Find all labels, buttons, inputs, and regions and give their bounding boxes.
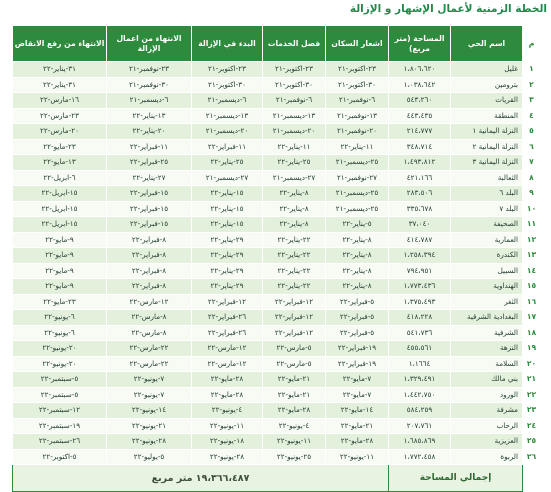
district-name: البلد ٦ — [451, 186, 523, 202]
service-cut-date: ٨-يناير-٢٢ — [263, 217, 326, 233]
service-cut-date: ٨-يناير-٢٢ — [263, 201, 326, 217]
removal-start-date: ٢٣-اكتوبر-٢١ — [192, 62, 263, 78]
notice-date: ١٣-نوفمبر-٢١ — [326, 108, 389, 124]
notice-date: ٥-فبراير-٢٢ — [326, 325, 389, 341]
district-name: الثعالبة — [451, 170, 523, 186]
district-area: ٣٣٥،٦٧٨ — [389, 201, 451, 217]
district-area: ١،٤٩٣،٨١٢ — [389, 155, 451, 171]
district-name: مشرفة — [451, 403, 523, 419]
service-cut-date: ٢١-مايو-٢٢ — [263, 387, 326, 403]
notice-date: ٢٧-نوفمبر-٢١ — [326, 170, 389, 186]
total-row — [13, 465, 541, 492]
removal-end-date: ٢٢-مارس-٢٢ — [107, 341, 192, 357]
removal-start-date: ٢٦-فبراير-٢٢ — [192, 310, 263, 326]
removal-start-date: ٢٩-يناير-٢٢ — [192, 263, 263, 279]
debris-end-date: ١٦-مارس-٢٢ — [13, 93, 107, 109]
table-row — [13, 279, 541, 295]
service-cut-date: ٤-يونيو-٢٢ — [263, 418, 326, 434]
notice-date: ٢١-مايو-٢٢ — [326, 418, 389, 434]
debris-end-date: ٢٣-مايو-٢٢ — [13, 294, 107, 310]
service-cut-date: ٨-يناير-٢٢ — [263, 186, 326, 202]
table-row — [13, 93, 541, 109]
debris-end-date: ٢٠-مارس-٢٢ — [13, 124, 107, 140]
removal-end-date: ٨-مارس-٢٢ — [107, 325, 192, 341]
removal-start-date: ١٢-مارس-٢٢ — [192, 356, 263, 372]
debris-end-date: ١٢-سبتمبر-٢٢ — [13, 403, 107, 419]
district-name: الرحاب — [451, 418, 523, 434]
removal-start-date: ١٥-يناير-٢٢ — [192, 201, 263, 217]
removal-end-date: ٨-فبراير-٢٢ — [107, 248, 192, 264]
district-area: ٥٨٤،٢٥٩ — [389, 403, 451, 419]
district-area: ١،٨٠٦،٦٢٠ — [389, 62, 451, 78]
notice-date: ١٤-مايو-٢٢ — [326, 403, 389, 419]
debris-end-date: ٥-سبتمبر-٢٢ — [13, 372, 107, 388]
row-number: ١٣ — [523, 248, 541, 264]
debris-end-date: ٢٠-يونيو-٢٢ — [13, 356, 107, 372]
table-row — [13, 263, 541, 279]
service-cut-date: ٢٢-يناير-٢٢ — [263, 279, 326, 295]
schedule-table-wrapper — [13, 25, 541, 492]
notice-date: ٦-نوفمبر-٢١ — [326, 93, 389, 109]
service-cut-date: ٢٠-ديسمبر-٢١ — [263, 124, 326, 140]
removal-end-date: ٢١-يونيو-٢٢ — [107, 418, 192, 434]
row-number: ٢٣ — [523, 403, 541, 419]
removal-start-date: ٢٠-ديسمبر-٢١ — [192, 124, 263, 140]
district-area: ٥٤٣،٢٦٠ — [389, 93, 451, 109]
removal-start-date: ١٢-مارس-٢٢ — [192, 341, 263, 357]
table-row — [13, 310, 541, 326]
row-number: ١٥ — [523, 279, 541, 295]
district-name: النزهة — [451, 341, 523, 357]
row-number: ١٧ — [523, 310, 541, 326]
header-name: اسم الحي — [451, 26, 523, 62]
notice-date: ٨-يناير-٢٢ — [326, 263, 389, 279]
debris-end-date: ٦-يونيو-٢٢ — [13, 325, 107, 341]
district-area: ١،٧٧٣،٤٣٦ — [389, 279, 451, 295]
removal-end-date: ١٢-مارس-٢٢ — [107, 294, 192, 310]
removal-end-date: ٢٨-يونيو-٢٢ — [107, 434, 192, 450]
table-row — [13, 186, 541, 202]
service-cut-date: ٢١-مايو-٢٢ — [263, 372, 326, 388]
table-row — [13, 77, 541, 93]
row-number: ٤ — [523, 108, 541, 124]
district-area: ٧٩٤،٩٥١ — [389, 263, 451, 279]
debris-end-date: ٩-مايو-٢٢ — [13, 248, 107, 264]
debris-end-date: ٦-ابريل-٢٢ — [13, 170, 107, 186]
table-row — [13, 139, 541, 155]
service-cut-date: ١٢-فبراير-٢٢ — [263, 325, 326, 341]
removal-end-date: ١٥-فبراير-٢٢ — [107, 217, 192, 233]
table-row — [13, 155, 541, 171]
debris-end-date: ٦-يونيو-٢٢ — [13, 310, 107, 326]
page-title: الخطة الزمنية لأعمال الإشهار و الإزالة — [349, 3, 547, 15]
row-number: ١١ — [523, 217, 541, 233]
district-area: ١،٣٢٩،٤٩١ — [389, 372, 451, 388]
removal-end-date: ٨-فبراير-٢٢ — [107, 279, 192, 295]
removal-start-date: ٢٩-يناير-٢٢ — [192, 248, 263, 264]
notice-date: ٧-مايو-٢٢ — [326, 387, 389, 403]
service-cut-date: ٢٣-اكتوبر-٢١ — [263, 62, 326, 78]
removal-start-date: ١٥-يناير-٢٢ — [192, 217, 263, 233]
removal-end-date: ١٥-فبراير-٢٢ — [107, 186, 192, 202]
removal-end-date: ٥-يوليو-٢٢ — [107, 449, 192, 465]
notice-date: ٨-يناير-٢٢ — [326, 232, 389, 248]
service-cut-date: ٢٢-يناير-٢٢ — [263, 232, 326, 248]
row-number: ١٤ — [523, 263, 541, 279]
removal-end-date: ٣٠-نوفمبر-٢١ — [107, 77, 192, 93]
row-number: ٢٤ — [523, 418, 541, 434]
removal-end-date: ١٣-يناير-٢٢ — [107, 108, 192, 124]
notice-date: ١١-يونيو-٢٢ — [326, 449, 389, 465]
notice-date: ٢٣-اكتوبر-٢١ — [326, 62, 389, 78]
service-cut-date: ٢٧-ديسمبر-٢١ — [263, 170, 326, 186]
row-number: ٢٠ — [523, 356, 541, 372]
header-area: المساحة (متر مربع) — [389, 26, 451, 62]
row-number: ١ — [523, 62, 541, 78]
district-name: السبيل — [451, 263, 523, 279]
district-area: ٥٤١،٧٣٦ — [389, 325, 451, 341]
table-header-row — [13, 26, 541, 62]
debris-end-date: ١٣-مايو-٢٢ — [13, 155, 107, 171]
row-number: ٧ — [523, 155, 541, 171]
row-number: ٢١ — [523, 372, 541, 388]
district-name: الربوة — [451, 449, 523, 465]
district-name: النزلة اليمانية ٣ — [451, 155, 523, 171]
removal-start-date: ٢٦-فبراير-٢٢ — [192, 325, 263, 341]
district-name: الصحيفة — [451, 217, 523, 233]
table-row — [13, 372, 541, 388]
header-notice: اشعار السكان — [326, 26, 389, 62]
removal-start-date: ٢٨-يونيو-٢٢ — [192, 449, 263, 465]
service-cut-date: ٢٢-يناير-٢٢ — [263, 263, 326, 279]
removal-start-date: ٢٩-يناير-٢٢ — [192, 232, 263, 248]
table-row — [13, 62, 541, 78]
table-row — [13, 325, 541, 341]
district-name: البغدادية الشرقية — [451, 310, 523, 326]
district-name: المنطقة — [451, 108, 523, 124]
district-area: ٢٠٧،٧٦١ — [389, 418, 451, 434]
removal-end-date: ٢٣-نوفمبر-٢١ — [107, 62, 192, 78]
notice-date: ٢٥-ديسمبر-٢١ — [326, 186, 389, 202]
table-row — [13, 356, 541, 372]
removal-start-date: ١٥-يناير-٢٢ — [192, 186, 263, 202]
removal-end-date: ٨-فبراير-٢٢ — [107, 232, 192, 248]
district-name: الكندرة — [451, 248, 523, 264]
district-name: العزيزية — [451, 434, 523, 450]
row-number: ٥ — [523, 124, 541, 140]
table-row — [13, 232, 541, 248]
removal-start-date: ١٨-يونيو-٢٢ — [192, 434, 263, 450]
notice-date: ٢٥-ديسمبر-٢١ — [326, 201, 389, 217]
row-number: ٦ — [523, 139, 541, 155]
header-start: البدء في الإزالة — [192, 26, 263, 62]
district-area: ٤١٨،٢٢٨ — [389, 310, 451, 326]
removal-start-date: ١٢-فبراير-٢٢ — [192, 294, 263, 310]
table-row — [13, 108, 541, 124]
debris-end-date: ٢٣-مارس-٢٢ — [13, 108, 107, 124]
removal-end-date: ٢٢-مارس-٢٢ — [107, 356, 192, 372]
district-area: ٤٢١،١٦٦ — [389, 170, 451, 186]
removal-start-date: ٤-يونيو-٢٢ — [192, 403, 263, 419]
removal-end-date: ٢٥-فبراير-٢٢ — [107, 155, 192, 171]
removal-end-date: ١١-فبراير-٢٢ — [107, 139, 192, 155]
district-name: الشرفية — [451, 325, 523, 341]
header-num: م — [523, 26, 541, 62]
district-area: ٣٤٨،٧١٤ — [389, 139, 451, 155]
district-area: ١،٣٧٥،٤٩٣ — [389, 294, 451, 310]
service-cut-date: ٢٢-يناير-٢٢ — [263, 248, 326, 264]
debris-end-date: ٣١-يناير-٢٢ — [13, 62, 107, 78]
debris-end-date: ٣١-يناير-٢٢ — [13, 77, 107, 93]
total-value: ١٩،٣٦٦،٤٨٧ متر مربع — [13, 465, 389, 492]
row-number: ١٨ — [523, 325, 541, 341]
district-name: بترومين — [451, 77, 523, 93]
notice-date: ٢٥-ديسمبر-٢١ — [326, 155, 389, 171]
service-cut-date: ٢٥-يونيو-٢٢ — [263, 449, 326, 465]
district-name: البلد ٧ — [451, 201, 523, 217]
table-row — [13, 248, 541, 264]
table-row — [13, 170, 541, 186]
notice-date: ٨-يناير-٢٢ — [326, 279, 389, 295]
notice-date: ٣٠-اكتوبر-٢١ — [326, 77, 389, 93]
service-cut-date: ٢٨-مايو-٢٢ — [263, 403, 326, 419]
removal-end-date: ١٥-فبراير-٢٢ — [107, 201, 192, 217]
header-cut: فصل الخدمات — [263, 26, 326, 62]
district-area: ١،١٦٦٤ — [389, 356, 451, 372]
service-cut-date: ١١-يناير-٢٢ — [263, 139, 326, 155]
district-area: ١،٦٨٥،٨٦٩ — [389, 434, 451, 450]
district-area: ١،٢٥٨،٣٩٤ — [389, 248, 451, 264]
service-cut-date: ٢٥-يناير-٢٢ — [263, 155, 326, 171]
debris-end-date: ٢٣-مايو-٢٢ — [13, 139, 107, 155]
district-area: ٤٥٥،٥٦١ — [389, 341, 451, 357]
debris-end-date: ١٩-سبتمبر-٢٢ — [13, 418, 107, 434]
removal-end-date: ٢٠-يناير-٢٢ — [107, 124, 192, 140]
row-number: ٢ — [523, 77, 541, 93]
removal-start-date: ٢٩-يناير-٢٢ — [192, 279, 263, 295]
table-row — [13, 449, 541, 465]
removal-end-date: ٨-مارس-٢٢ — [107, 310, 192, 326]
removal-end-date: ٧-يونيو-٢٢ — [107, 372, 192, 388]
debris-end-date: ٥-سبتمبر-٢٢ — [13, 387, 107, 403]
table-row — [13, 217, 541, 233]
district-name: القريات — [451, 93, 523, 109]
service-cut-date: ١٢-فبراير-٢٢ — [263, 310, 326, 326]
table-row — [13, 201, 541, 217]
service-cut-date: ٣٠-اكتوبر-٢١ — [263, 77, 326, 93]
notice-date: ٥-فبراير-٢٢ — [326, 310, 389, 326]
debris-end-date: ١٥-ابريل-٢٢ — [13, 217, 107, 233]
debris-end-date: ٩-مايو-٢٢ — [13, 263, 107, 279]
removal-start-date: ٣٠-اكتوبر-٢١ — [192, 77, 263, 93]
district-area: ٢١٤،٧٧٧ — [389, 124, 451, 140]
notice-date: ٨-يناير-٢٢ — [326, 248, 389, 264]
row-number: ١٩ — [523, 341, 541, 357]
district-area: ١،٤٤٢،٧٥٠ — [389, 387, 451, 403]
debris-end-date: ٩-مايو-٢٢ — [13, 232, 107, 248]
district-name: الورود — [451, 387, 523, 403]
notice-date: ١٩-فبراير-٢٢ — [326, 341, 389, 357]
district-area: ٣٧،٠٤٠ — [389, 217, 451, 233]
service-cut-date: ١١-يونيو-٢٢ — [263, 434, 326, 450]
table-row — [13, 341, 541, 357]
district-name: بني مالك — [451, 372, 523, 388]
removal-start-date: ٢٧-ديسمبر-٢١ — [192, 170, 263, 186]
removal-start-date: ٢٨-مايو-٢٢ — [192, 372, 263, 388]
removal-end-date: ١٤-يونيو-٢٢ — [107, 403, 192, 419]
removal-end-date: ٨-فبراير-٢٢ — [107, 263, 192, 279]
district-area: ٤٤٣،٤٣٥ — [389, 108, 451, 124]
total-label: إجمالي المساحة — [389, 465, 523, 492]
district-area: ٤١٤،٧٨٧ — [389, 232, 451, 248]
row-number: ٢٥ — [523, 434, 541, 450]
removal-end-date: ٧-يونيو-٢٢ — [107, 387, 192, 403]
debris-end-date: ٥-اكتوبر-٢٢ — [13, 449, 107, 465]
removal-start-date: ١٣-ديسمبر-٢١ — [192, 108, 263, 124]
district-area: ٢٨٣،٥٠٦ — [389, 186, 451, 202]
debris-end-date: ٢٦-سبتمبر-٢٢ — [13, 434, 107, 450]
removal-start-date: ٢٨-مايو-٢٢ — [192, 387, 263, 403]
table-row — [13, 294, 541, 310]
debris-end-date: ١٥-ابريل-٢٢ — [13, 201, 107, 217]
service-cut-date: ٥-مارس-٢٢ — [263, 341, 326, 357]
debris-end-date: ٩-مايو-٢٢ — [13, 279, 107, 295]
total-spacer — [523, 465, 541, 492]
district-name: غليل — [451, 62, 523, 78]
table-row — [13, 434, 541, 450]
row-number: ٢٢ — [523, 387, 541, 403]
table-body — [13, 62, 541, 465]
table-row — [13, 124, 541, 140]
district-name: الثغر — [451, 294, 523, 310]
schedule-table — [12, 25, 541, 492]
service-cut-date: ١٣-ديسمبر-٢١ — [263, 108, 326, 124]
notice-date: ١١-يناير-٢٢ — [326, 139, 389, 155]
district-name: الهنداوية — [451, 279, 523, 295]
removal-start-date: ٢٥-يناير-٢٢ — [192, 155, 263, 171]
row-number: ٢٦ — [523, 449, 541, 465]
notice-date: ٧-مايو-٢٢ — [326, 372, 389, 388]
notice-date: ٥-يناير-٢٢ — [326, 217, 389, 233]
service-cut-date: ١٢-فبراير-٢٢ — [263, 294, 326, 310]
district-name: النزلة اليمانية ٢ — [451, 139, 523, 155]
removal-start-date: ١١-يونيو-٢٢ — [192, 418, 263, 434]
removal-start-date: ٦-ديسمبر-٢١ — [192, 93, 263, 109]
district-area: ١،٠٣٨،٦٤٢ — [389, 77, 451, 93]
header-end-removal: الانتهاء من اعمال الإزالة — [107, 26, 192, 62]
removal-end-date: ٢٧-يناير-٢٢ — [107, 170, 192, 186]
service-cut-date: ٥-مارس-٢٢ — [263, 356, 326, 372]
row-number: ٨ — [523, 170, 541, 186]
table-row — [13, 418, 541, 434]
notice-date: ٢٨-مايو-٢٢ — [326, 434, 389, 450]
removal-end-date: ٦-ديسمبر-٢١ — [107, 93, 192, 109]
district-name: العمارية — [451, 232, 523, 248]
debris-end-date: ٢٠-يونيو-٢٢ — [13, 341, 107, 357]
district-name: النزلة اليمانية ١ — [451, 124, 523, 140]
row-number: ٩ — [523, 186, 541, 202]
row-number: ٣ — [523, 93, 541, 109]
table-row — [13, 387, 541, 403]
service-cut-date: ٦-نوفمبر-٢١ — [263, 93, 326, 109]
notice-date: ١٩-فبراير-٢٢ — [326, 356, 389, 372]
notice-date: ٢٠-نوفمبر-٢١ — [326, 124, 389, 140]
row-number: ١٦ — [523, 294, 541, 310]
debris-end-date: ١٥-ابريل-٢٢ — [13, 186, 107, 202]
notice-date: ٥-فبراير-٢٢ — [326, 294, 389, 310]
row-number: ١٠ — [523, 201, 541, 217]
table-row — [13, 403, 541, 419]
district-name: السلامة — [451, 356, 523, 372]
district-area: ١،٧٧٢،٤٥٨ — [389, 449, 451, 465]
removal-start-date: ١١-فبراير-٢٢ — [192, 139, 263, 155]
row-number: ١٢ — [523, 232, 541, 248]
header-end-debris: الانتهاء من رفع الانقاض — [13, 26, 107, 62]
